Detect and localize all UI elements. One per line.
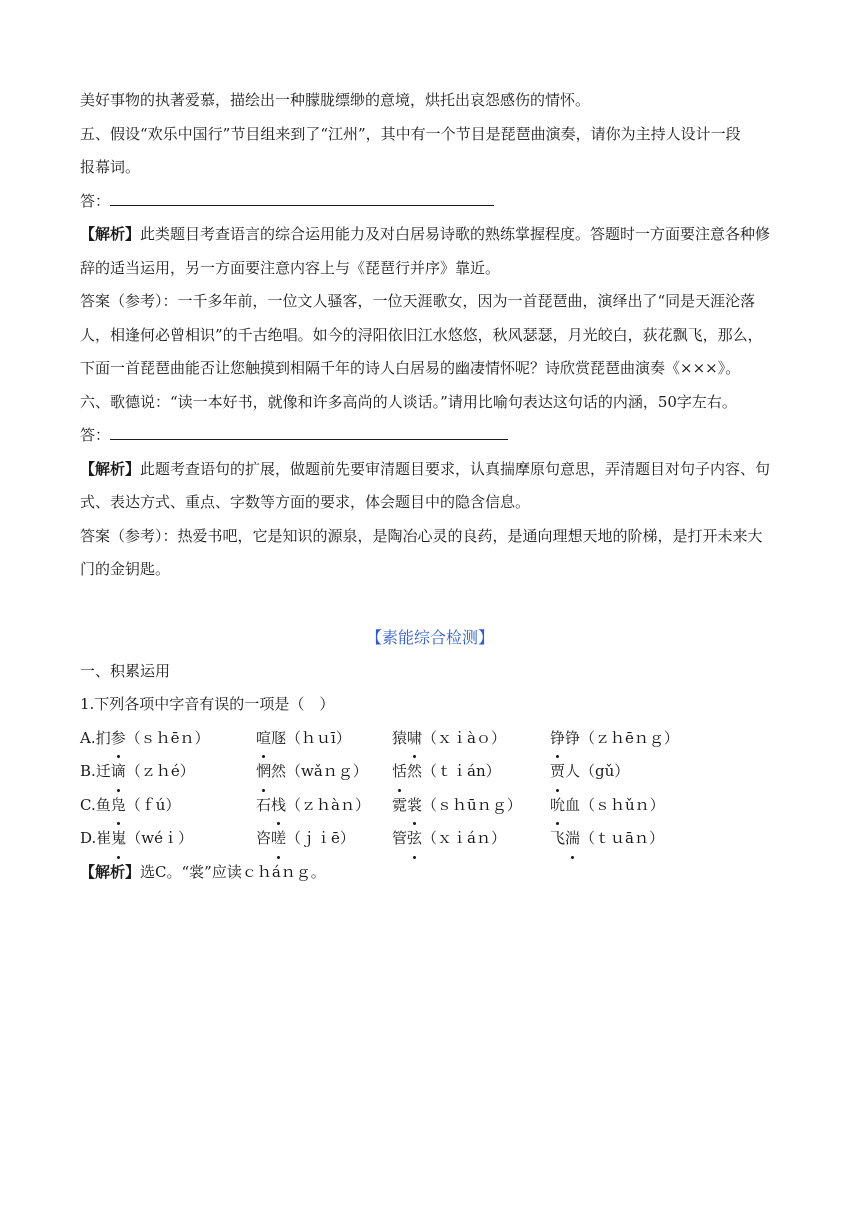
emphasized-character: 凫 [111,789,126,823]
option-item [550,755,629,789]
option-row[interactable] [80,822,780,856]
option-item [256,755,368,789]
option-text: 豗（ｈｕī） [271,728,351,747]
emphasized-character: 裳 [407,789,422,823]
option-text: 咨 [256,829,272,847]
option-text: （ｘｉàｏ） [422,728,506,747]
analysis-line: 辞的适当运用，另一方面要注意内容上与《琵琶行并序》靠近。 [80,258,501,277]
option-item [392,755,501,789]
option-text: （ｚｈé） [125,762,195,780]
analysis-line [80,453,780,487]
analysis-text: 选C。“裳”应读ｃｈáｎｇ。 [140,862,326,881]
option-text: 霓 [392,795,408,814]
answer-line-2 [80,419,780,453]
question-1-stem: 1.下列各项中字音有误的一项是（ ） [80,695,335,713]
reference-answer-line: 答案（参考）：热爱书吧，它是知识的源泉，是陶冶心灵的良药，是通向理想天地的阶梯，是打开未来大 [80,526,763,545]
reference-answer-line: 答案（参考）：一千多年前，一位文人骚客，一位天涯歌女，因为一首琵琶曲，演绎出了“同是天涯沦落 [80,292,756,310]
answer-label: 答： [80,426,111,444]
answer-blank[interactable] [110,190,494,206]
section-title: 【素能综合检测】 [365,627,494,647]
option-item [550,822,664,856]
part-heading: 一、积累运用 [80,661,171,680]
option-item [550,722,679,756]
emphasized-character: 谪 [111,755,126,789]
option-item [80,722,210,756]
answer-blank[interactable] [110,424,508,440]
option-text: A.扪 [80,728,111,747]
option-item [550,789,665,823]
analysis-line [80,218,780,252]
option-text: 石 [256,795,272,814]
option-text: 管 [392,829,408,847]
option-item [80,789,180,823]
option-text: （ｓｈēｎ） [125,728,210,747]
option-text: B.迁 [80,762,111,780]
reference-answer-line: 门的金钥匙。 [80,560,171,578]
analysis-line: 式、表达方式、重点、字数等方面的要求，体会题目中的隐含信息。 [80,493,531,511]
options-list [80,722,780,856]
emphasized-character: 啸 [407,722,422,756]
emphasized-character: 嗟 [271,822,286,856]
emphasized-character: 贾 [550,755,565,789]
option-text: D.崔 [80,829,112,847]
paragraph-line: 美好事物的执著爱慕，描绘出一种朦胧缥缈的意境，烘托出哀怨感伤的情怀。 [80,91,591,109]
emphasized-character: 喧 [256,722,271,756]
analysis-tag: 【解析】 [80,862,141,881]
analysis-text: 此题考查语句的扩展，做题前先要审清题目要求，认真揣摩原句意思，弄清题目对句子内容、句 [140,459,771,478]
emphasized-character: 铮 [550,722,565,756]
option-text: （wéｉ） [126,829,193,847]
question-5-line: 五、假设“欢乐中国行”节目组来到了“江州”，其中有一个节目是琵琶曲演奏，请你为主持人设计一段 [80,124,741,143]
reference-answer-line: 下面一首琵琶曲能否让您触摸到相隔千年的诗人白居易的幽凄情怀呢？诗欣赏琵琶曲演奏《×××》。 [80,359,741,377]
option-row[interactable] [80,755,780,789]
analysis-tag: 【解析】 [80,225,141,243]
option-item [256,789,370,823]
option-text: （ｚｈàｎ） [286,795,370,814]
option-text: 血（ｓｈǔｎ） [565,795,665,814]
spacer [80,587,780,621]
option-text: 猿 [392,728,408,747]
analysis-tag: 【解析】 [80,459,141,478]
option-item [80,755,195,789]
document-page [80,84,780,889]
answer-line-1 [80,185,780,219]
option-text: （ｊｉē） [286,829,355,847]
emphasized-character: 吮 [550,789,565,823]
reference-answer-line: 人，相逢何必曾相识”的千古绝唱。如今的浔阳依旧江水悠悠，秋风瑟瑟，月光皎白，荻花飘飞，那么， [80,325,763,344]
option-text: （ｘｉáｎ） [422,829,506,847]
option-item [256,822,355,856]
question-5-line: 报幕词。 [80,158,141,176]
option-text: 人（gǔ） [565,762,630,780]
option-text: 然（wǎｎｇ） [271,762,368,780]
option-text: （ｔｕāｎ） [580,829,664,847]
emphasized-character: 恬 [392,755,407,789]
option-item [256,722,351,756]
emphasized-character: 惘 [256,755,271,789]
option-row[interactable] [80,789,780,823]
emphasized-character: 弦 [407,822,422,856]
emphasized-character: 嵬 [111,822,126,856]
analysis-text: 此类题目考查语言的综合运用能力及对白居易诗歌的熟练掌握程度。答题时一方面要注意各种修 [140,225,771,243]
option-item [80,822,193,856]
option-text: C.鱼 [80,795,111,814]
emphasized-character: 参 [111,722,126,756]
option-text: 然（ｔｉán） [407,762,501,780]
option-text: 铮（ｚｈēｎｇ） [565,728,679,747]
option-text: 飞 [550,829,566,847]
option-text: （ｆú） [125,795,181,814]
option-item [392,722,506,756]
emphasized-character: 湍 [565,822,580,856]
option-row[interactable] [80,722,780,756]
question-6-line: 六、歌德说：“读一本好书，就像和许多高尚的人谈话。”请用比喻句表达这句话的内涵，50字左右。 [80,392,737,411]
emphasized-character: 栈 [271,789,286,823]
option-item [392,822,506,856]
option-text: （ｓｈūｎｇ） [422,795,522,814]
analysis-line [80,856,780,890]
answer-label: 答： [80,191,111,210]
option-item [392,789,522,823]
